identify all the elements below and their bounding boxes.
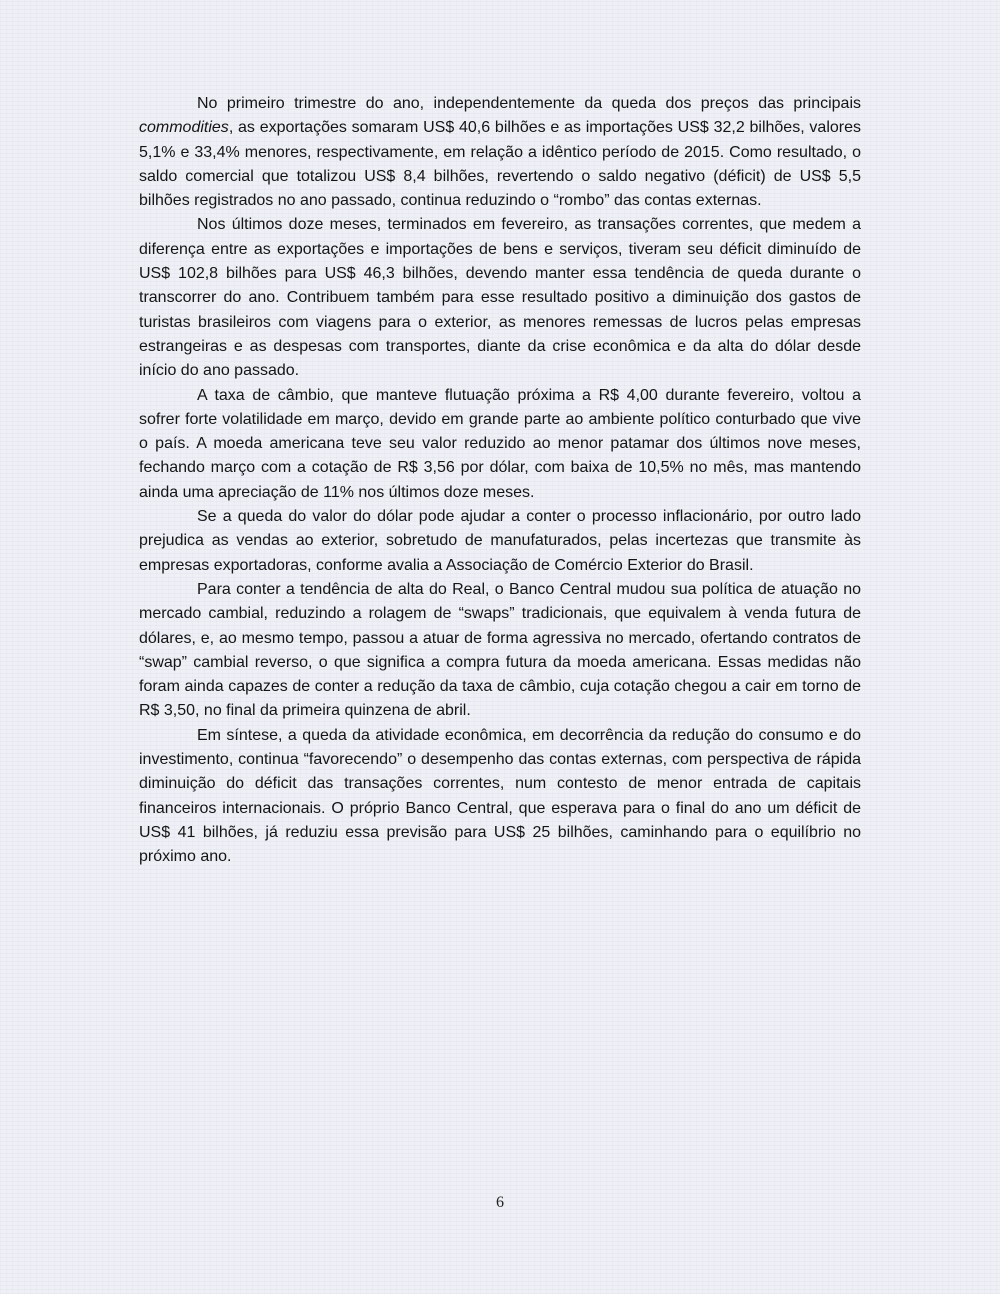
paragraph-exports-first-quarter	[139, 92, 861, 213]
page-number: 6	[496, 1194, 504, 1211]
paragraph-current-transactions: Nos últimos doze meses, terminados em fevereiro, as transações correntes, que medem a diferença entre as exportações e importações de bens e serviços, tiveram seu déficit diminuído de US$ 102,8 bilhões para US$ 46,3 bilhões, devendo manter essa tendência de queda durante o transcorrer do ano. Contribuem também para esse resultado positivo a diminuição dos gastos de turistas brasileiros com viagens para o exterior, as menores remessas de lucros pelas empresas estrangeiras e as despesas com transportes, diante da crise econômica e da alta do dólar desde início do ano passado.	[139, 216, 861, 380]
paragraph-dollar-decline: Se a queda do valor do dólar pode ajudar a conter o processo inflacionário, por outro lado prejudica as vendas ao exterior, sobretudo de manufaturados, pelas incertezas que transmite às empresas exportadoras, conforme avalia a Associação de Comércio Exterior do Brasil.	[139, 508, 861, 574]
paragraph-central-bank-policy: Para conter a tendência de alta do Real, o Banco Central mudou sua política de atuação no mercado cambial, reduzindo a rolagem de “swaps” tradicionais, que equivalem à venda futura de dólares, e, ao mesmo tempo, passou a atuar de forma agressiva no mercado, ofertando contratos de “swap” cambial reverso, o que significa a compra futura da moeda americana. Essas medidas não foram ainda capazes de conter a redução da taxa de câmbio, cuja cotação chegou a cair em torno de R$ 3,50, no final da primeira quinzena de abril.	[139, 580, 861, 720]
paragraph-text: No primeiro trimestre do ano, independentemente da queda dos preços das principais	[197, 95, 861, 112]
paragraph-text: , as exportações somaram US$ 40,6 bilhões e as importações US$ 32,2 bilhões, valores 5,1% e 33,4% menores, respectivamente, em relação a idêntico período de 2015. Como resultado, o saldo comercial que totalizou US$ 8,4 bilhões, revertendo o saldo negativo (déficit) de US$ 5,5 bilhões registrados no ano passado, continua reduzindo o “rombo” das contas externas.	[139, 119, 861, 210]
paragraph-synthesis: Em síntese, a queda da atividade econômica, em decorrência da redução do consumo e do investimento, continua “favorecendo” o desempenho das contas externas, com perspectiva de rápida diminuição do déficit das transações correntes, num contesto de menor entrada de capitais financeiros internacionais. O próprio Banco Central, que esperava para o final do ano um déficit de US$ 41 bilhões, já reduziu essa previsão para US$ 25 bilhões, caminhando para o equilíbrio no próximo ano.	[139, 726, 861, 866]
emphasis-commodities: commodities	[139, 119, 229, 137]
paragraph-exchange-rate: A taxa de câmbio, que manteve flutuação próxima a R$ 4,00 durante fevereiro, voltou a sofrer forte volatilidade em março, devido em grande parte ao ambiente político conturbado que vive o país. A moeda americana teve seu valor reduzido ao menor patamar dos últimos nove meses, fechando março com a cotação de R$ 3,56 por dólar, com baixa de 10,5% no mês, mas mantendo ainda uma apreciação de 11% nos últimos doze meses.	[139, 386, 861, 501]
body-text	[139, 92, 861, 870]
